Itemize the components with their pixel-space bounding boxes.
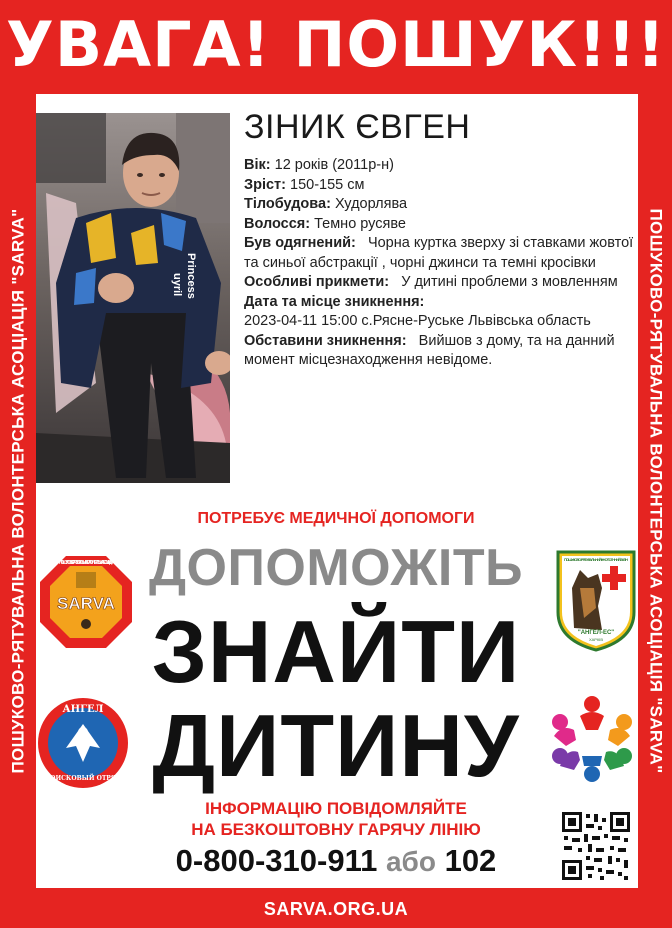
age-value: 12 років (2011р-н) [274,157,394,173]
angel-logo-top: АНГЕЛ [62,704,104,715]
date-place-label: Дата та місце зникнення: [244,293,425,310]
person-name: ЗІНИК ЄВГЕН [244,108,471,146]
sarva-logo-text: SARVA [57,594,115,613]
hair-value: Темно русяве [314,215,406,232]
hair-label: Волосся: [244,215,311,232]
age-row [244,156,634,176]
circumstances-row [244,332,634,371]
hotline-number[interactable]: 0-800-310-911 [175,843,378,878]
jacket-print-line1: uyril [171,273,183,297]
angel-logo-bottom: ПОИСКОВЫЙ ОТРЯД [44,775,122,782]
find-headline: ЗНАЙТИ [151,602,521,701]
footer-url[interactable]: SARVA.ORG.UA [263,899,409,919]
people-circle-logo [544,690,640,786]
circumstances-label: Обставини зникнення: [244,332,407,349]
help-headline: ДОПОМОЖІТЬ [149,539,523,597]
medical-notice: ПОТРЕБУЄ МЕДИЧНОЇ ДОПОМОГИ [197,510,475,527]
date-place-value: 2023-04-11 15:00 с.Рясне-Руське Львівська область [244,313,591,329]
side-text-right-label: ПОШУКОВО-РЯТУВАЛЬНА ВОЛОНТЕРСЬКА АСОЦІАЦІЯ "SARVA" [646,208,666,774]
features-value: У дитині проблеми з мовленням [401,274,618,290]
features-row [244,273,634,293]
height-label: Зріст: [244,176,286,193]
report-line-2: НА БЕЗКОШТОВНУ ГАРЯЧУ ЛІНІЮ [191,820,481,839]
sarva-logo [38,554,134,650]
child-headline: ДИТИНУ [152,696,520,795]
clothes-value: Чорна куртка зверху зі ставками жовтої та синьої абстракції , чорні джинси та темні кросівки [244,235,634,271]
k9-logo [554,548,638,652]
hotline-or: або [385,846,436,877]
jacket-print-line2: Princess [185,253,197,299]
qr-code[interactable] [560,810,632,882]
hotline-short[interactable]: 102 [444,843,497,878]
build-value: Худорлява [334,196,408,212]
height-row [244,176,634,196]
build-row [244,195,634,215]
build-label: Тілобудова: [244,196,331,212]
sarva-logo-ring: ПОШУКОВО-РЯТУВАЛЬНА ВОЛОНТЕРСЬКА АСОЦІАЦІЯ [59,560,113,566]
person-info [244,108,634,371]
header-banner [0,0,672,90]
age-label: Вік: [244,157,271,173]
circumstances-value: Вийшов з дому, та на данний момент місцезнаходження невідоме. [244,332,615,368]
clothes-label: Був одягнений: [244,235,356,251]
angel-logo [36,696,130,790]
hair-row [244,215,634,235]
footer-banner [0,891,672,928]
date-place-row [244,312,634,332]
clothes-row [244,234,634,273]
header-title: УВАГА! ПОШУК!!! [6,8,666,81]
missing-child-photo [36,113,230,483]
side-text-left-label: ПОШУКОВО-РЯТУВАЛЬНА ВОЛОНТЕРСЬКА АСОЦІАЦІЯ "SARVA" [8,208,28,774]
report-line-1: ІНФОРМАЦІЮ ПОВІДОМЛЯЙТЕ [205,799,467,818]
features-label: Особливі прикмети: [244,274,390,290]
height-value: 150-155 см [290,176,365,193]
k9-logo-bottom: "АНГЕЛ-ЕС" [577,630,615,636]
k9-logo-city: ХАРКІВ [588,637,604,642]
date-place-label-row [244,293,634,313]
k9-logo-top: ПОШУКОВО-РЯТУВАЛЬНИЙ КІНОЛОГІЧНИЙ ЗАГІН [564,557,628,562]
